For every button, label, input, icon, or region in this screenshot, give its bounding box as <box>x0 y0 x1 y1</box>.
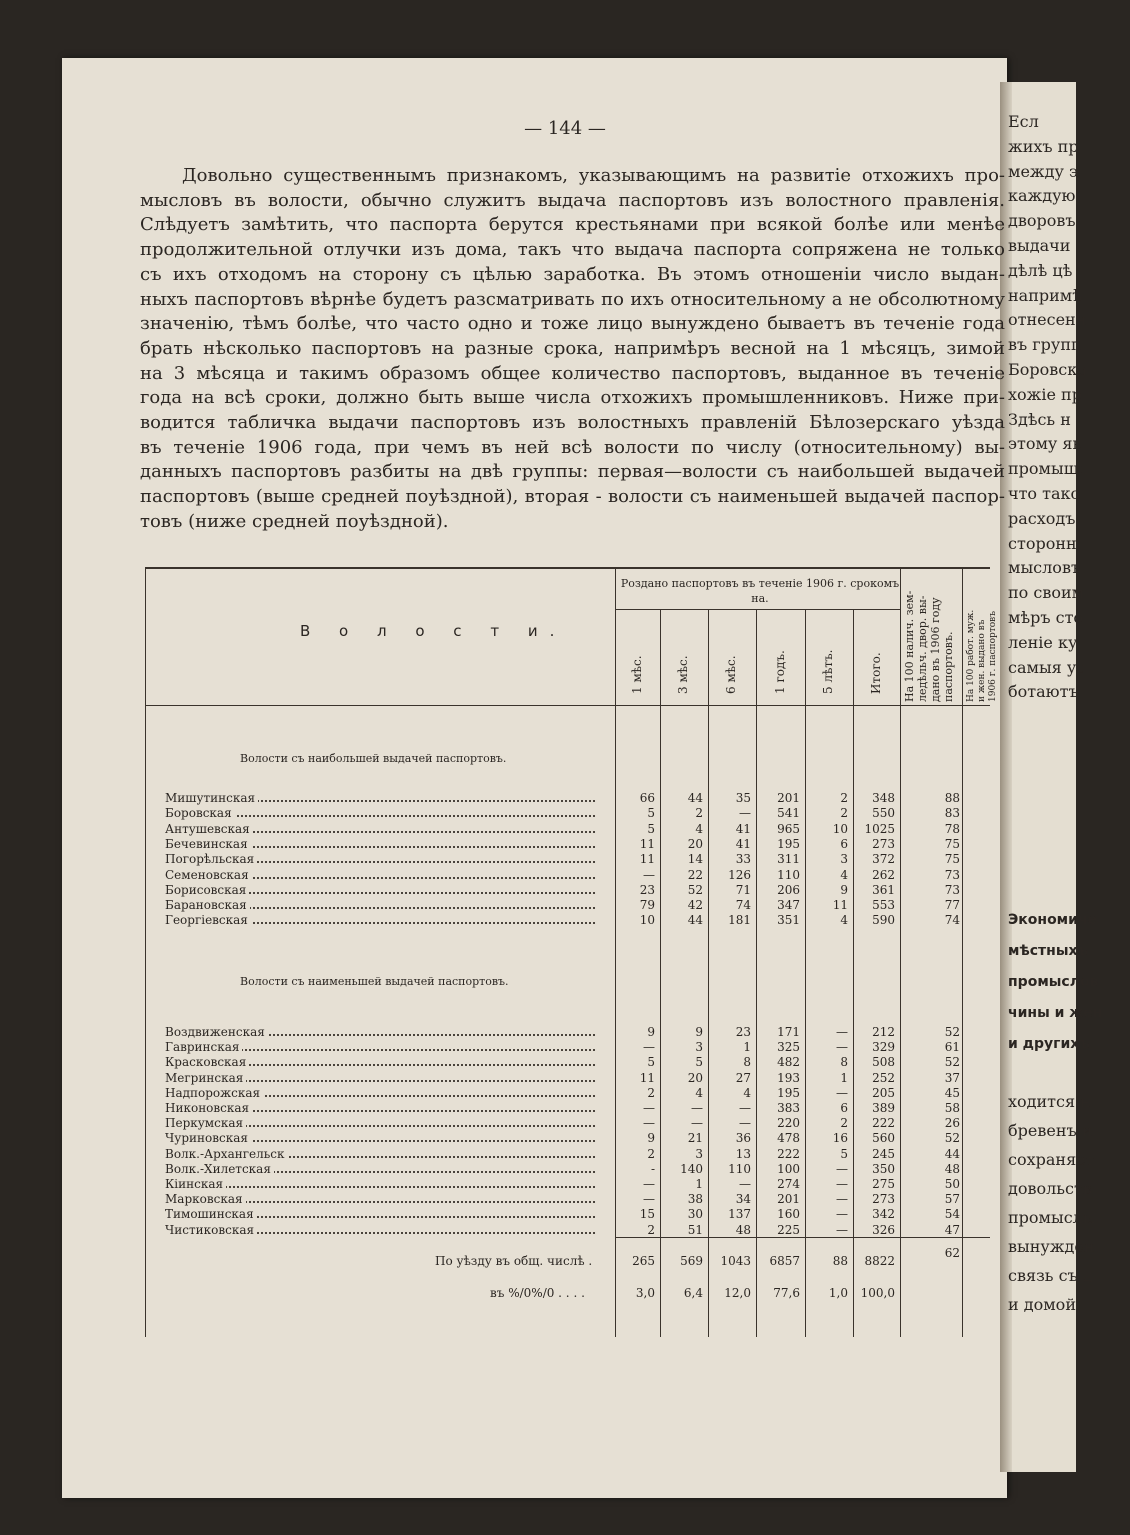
col-header: 6 мѣс. <box>724 655 738 694</box>
volost-name: Кіинская <box>165 1177 605 1191</box>
table-cell: 83 <box>944 806 960 821</box>
table-cell: 311 <box>777 852 800 867</box>
table-cell: 478 <box>777 1131 800 1146</box>
table-cell: 52 <box>944 1055 960 1070</box>
volost-name: Чуриновская <box>165 1131 605 1145</box>
volost-name: Барановская <box>165 898 605 912</box>
table-cell: 201 <box>777 791 800 805</box>
table-cell: 3 <box>695 1146 703 1161</box>
table-cell: 508 <box>872 1055 895 1070</box>
table-cell: 77 <box>944 898 960 913</box>
table-cell: — <box>836 1177 848 1191</box>
table-cell: 195 <box>777 1085 800 1100</box>
adjacent-line: Есл <box>1008 112 1039 131</box>
table-cell: 74 <box>944 913 960 928</box>
total-label: По уѣзду въ общ. числѣ . <box>435 1254 593 1268</box>
passport-table <box>140 562 998 1342</box>
adjacent-line: связь съ д <box>1008 1266 1093 1285</box>
volost-name: Бечевинская <box>165 837 605 851</box>
table-cell: - <box>650 1161 655 1176</box>
table-cell: 181 <box>728 913 751 928</box>
col-header: 1 годъ. <box>772 650 787 694</box>
volost-name: Волк.-Хилетская <box>165 1162 605 1176</box>
table-cell: 47 <box>944 1222 960 1237</box>
table-cell: — <box>836 1161 848 1176</box>
table-cell: 6 <box>840 1101 848 1115</box>
table-cell: 58 <box>944 1101 960 1115</box>
table-cell: — <box>643 867 655 882</box>
col-divider <box>615 567 616 1337</box>
volost-name: Тимошинская <box>165 1207 605 1221</box>
col-per100-workers-header: На 100 работ. муж. <box>966 609 976 702</box>
table-cell: 41 <box>735 821 751 836</box>
col-header: 1 мѣс. <box>629 655 644 694</box>
table-cell: 51 <box>687 1222 703 1237</box>
volost-name: Перкумская <box>165 1116 605 1130</box>
table-cell: 201 <box>777 1192 800 1207</box>
volost-name: Чистиковская <box>165 1223 605 1237</box>
volost-name: Георгіевская <box>165 913 605 927</box>
col-divider <box>708 609 709 1337</box>
total-cell: 8822 <box>864 1254 895 1268</box>
table-cell: 252 <box>872 1070 895 1085</box>
total-cell: 62 <box>944 1246 960 1260</box>
table-cell: 262 <box>872 867 895 882</box>
adjacent-heading-line: мѣстныхъ <box>1008 943 1089 959</box>
table-cell: 66 <box>639 791 655 805</box>
adjacent-line: каждую <box>1008 186 1076 206</box>
table-cell: 52 <box>944 1025 960 1039</box>
header-rule <box>145 705 990 706</box>
total-cell: 6857 <box>769 1254 800 1268</box>
col-divider <box>900 567 901 1337</box>
adjacent-line: дворовъ <box>1008 211 1076 231</box>
paragraph-line: мысловъ въ волости, обычно служитъ выдача паспортовъ изъ волостного правленія. <box>140 189 1005 211</box>
percent-cell: 100,0 <box>860 1286 895 1300</box>
table-cell: 45 <box>944 1085 960 1100</box>
table-cell: 560 <box>872 1131 895 1146</box>
table-cell: 245 <box>872 1146 895 1161</box>
table-cell: — <box>836 1192 848 1207</box>
volost-name: Погорѣльская <box>165 852 605 866</box>
table-cell: — <box>836 1207 848 1222</box>
adjacent-page <box>1000 82 1103 1472</box>
table-cell: 11 <box>639 836 655 851</box>
adjacent-line: этому яв <box>1008 434 1082 454</box>
table-cell: 4 <box>840 867 848 882</box>
table-cell: 44 <box>687 791 703 805</box>
table-cell: 222 <box>872 1116 895 1131</box>
volost-name: Красковская <box>165 1055 605 1069</box>
col-header: Итого. <box>868 652 883 694</box>
table-cell: 79 <box>639 898 655 913</box>
table-cell: 2 <box>647 1222 655 1237</box>
total-rule <box>615 1237 990 1238</box>
adjacent-line: и домой <box>1008 1295 1076 1314</box>
table-cell: 275 <box>872 1177 895 1191</box>
subheader-rule <box>615 609 900 610</box>
adjacent-line: жихъ пр <box>1008 136 1079 156</box>
table-cell: 33 <box>735 852 751 867</box>
table-cell: 74 <box>735 898 751 913</box>
table-cell: 4 <box>695 821 703 836</box>
volost-name: Мегринская <box>165 1071 605 1085</box>
table-cell: 20 <box>687 1070 703 1085</box>
table-cell: 205 <box>872 1085 895 1100</box>
percent-cell: 3,0 <box>635 1286 655 1300</box>
table-cell: — <box>643 1116 655 1131</box>
volost-name: Гавринская <box>165 1040 605 1054</box>
table-cell: 350 <box>872 1161 895 1176</box>
adjacent-heading-line: чины и жен <box>1008 1005 1103 1021</box>
table-cell: 4 <box>840 913 848 928</box>
col-divider <box>756 609 757 1337</box>
table-cell: 41 <box>735 836 751 851</box>
table-cell: 88 <box>944 791 960 805</box>
table-cell: — <box>739 1177 751 1191</box>
table-cell: 5 <box>647 821 655 836</box>
adjacent-heading-line: Экономиче <box>1008 912 1098 928</box>
volost-name: Никоновская <box>165 1101 605 1115</box>
adjacent-line: леніе ку <box>1008 632 1078 652</box>
table-cell: 2 <box>647 1085 655 1100</box>
table-cell: 26 <box>944 1116 960 1131</box>
col-divider <box>805 609 806 1337</box>
table-cell: 110 <box>777 867 800 882</box>
table-cell: 23 <box>735 1025 751 1039</box>
adjacent-line: самыя ус <box>1008 657 1086 677</box>
table-cell: 10 <box>832 821 848 836</box>
table-cell: 10 <box>639 913 655 928</box>
col-per100-workers-header: и жен. выдано въ <box>977 619 987 702</box>
volost-name: Мишутинская <box>165 791 605 805</box>
table-cell: 1 <box>840 1070 848 1085</box>
table-cell: 21 <box>687 1131 703 1146</box>
volost-name: Боровская <box>165 806 605 820</box>
table-cell: 2 <box>840 791 848 805</box>
percent-label: въ %/0%/0 . . . . <box>490 1286 585 1300</box>
table-cell: — <box>643 1192 655 1207</box>
table-cell: 550 <box>872 806 895 821</box>
total-cell: 569 <box>680 1254 703 1268</box>
table-cell: 225 <box>777 1222 800 1237</box>
table-cell: 361 <box>872 882 895 897</box>
total-cell: 265 <box>632 1254 655 1268</box>
table-cell: 30 <box>687 1207 703 1222</box>
header-volosti: В о л о с т и. <box>300 622 567 640</box>
adjacent-line: дѣлѣ цѣ <box>1008 260 1073 280</box>
table-cell: 9 <box>695 1025 703 1039</box>
table-cell: 54 <box>944 1207 960 1222</box>
table-cell: 42 <box>687 898 703 913</box>
table-cell: 325 <box>777 1040 800 1055</box>
table-cell: 347 <box>777 898 800 913</box>
table-cell: 1025 <box>864 821 895 836</box>
table-cell: 212 <box>872 1025 895 1039</box>
left-border <box>145 567 146 1337</box>
table-cell: 75 <box>944 852 960 867</box>
table-cell: — <box>836 1025 848 1039</box>
paragraph-line: паспортовъ (выше средней поуѣздной), вторая - волости съ наименьшей выдачей паспор- <box>140 486 1005 508</box>
table-cell: 206 <box>777 882 800 897</box>
adjacent-line: расходъ <box>1008 508 1076 528</box>
table-cell: 5 <box>647 806 655 821</box>
table-cell: 2 <box>840 1116 848 1131</box>
paragraph-line: на 3 мѣсяца и такимъ образомъ общее количество паспортовъ, выданное въ теченіе <box>140 362 1005 384</box>
table-cell: 8 <box>743 1055 751 1070</box>
table-cell: 5 <box>695 1055 703 1070</box>
paragraph-line: значенію, тѣмъ болѣе, что часто одно и тоже лицо вынуждено бываетъ въ теченіе года <box>140 313 1005 335</box>
adjacent-line: промышл <box>1008 459 1089 479</box>
table-cell: — <box>739 1116 751 1131</box>
table-cell: 36 <box>735 1131 751 1146</box>
table-cell: — <box>643 1101 655 1115</box>
table-cell: 8 <box>840 1055 848 1070</box>
table-cell: 553 <box>872 898 895 913</box>
adjacent-line: мѣръ сто <box>1008 608 1084 627</box>
table-cell: 137 <box>728 1207 751 1222</box>
table-cell: — <box>691 1101 703 1115</box>
table-top-rule <box>145 567 990 569</box>
table-cell: 348 <box>872 791 895 805</box>
table-cell: 9 <box>647 1025 655 1039</box>
table-cell: 11 <box>832 898 848 913</box>
body-paragraph <box>140 164 1005 535</box>
table-cell: 3 <box>695 1040 703 1055</box>
adjacent-line: ботаютъ <box>1008 682 1079 702</box>
col-per100-households-header: На 100 налич. зем- <box>903 590 916 702</box>
adjacent-line: сохраняет <box>1008 1150 1095 1169</box>
adjacent-line: ходится н <box>1008 1092 1091 1111</box>
volost-name: Воздвиженская <box>165 1025 605 1039</box>
col-per100-households-header: паспортовъ. <box>942 631 955 702</box>
page-number: — 144 — <box>524 118 606 139</box>
adjacent-line: по своим <box>1008 583 1085 603</box>
adjacent-line: выдачи <box>1008 236 1071 255</box>
col-header: 3 мѣс. <box>676 655 690 694</box>
adjacent-line: Боровска <box>1008 360 1087 379</box>
table-cell: 326 <box>872 1222 895 1237</box>
table-cell: 140 <box>680 1161 703 1176</box>
adjacent-line: вынужден <box>1008 1237 1095 1256</box>
table-cell: 38 <box>687 1192 703 1207</box>
table-cell: 4 <box>743 1085 751 1100</box>
table-cell: 195 <box>777 836 800 851</box>
table-cell: 100 <box>777 1161 800 1176</box>
col-divider <box>660 609 661 1337</box>
adjacent-heading-line: промыслов <box>1008 974 1099 990</box>
table-cell: 11 <box>639 852 655 867</box>
table-cell: 73 <box>944 882 960 897</box>
table-cell: 389 <box>872 1101 895 1115</box>
group2-title: Волости съ наименьшей выдачей паспортовъ. <box>240 975 509 988</box>
table-cell: 5 <box>647 1055 655 1070</box>
table-cell: 13 <box>735 1146 751 1161</box>
percent-cell: 12,0 <box>724 1286 751 1300</box>
table-cell: 50 <box>944 1177 960 1191</box>
table-cell: 34 <box>735 1192 751 1207</box>
adjacent-line: отнесенн <box>1008 310 1087 330</box>
table-cell: 351 <box>777 913 800 928</box>
table-cell: 52 <box>687 882 703 897</box>
table-cell: 22 <box>687 867 703 882</box>
table-cell: 61 <box>944 1040 960 1055</box>
adjacent-line: довольств <box>1008 1179 1092 1198</box>
adjacent-line: промыслы <box>1008 1208 1096 1227</box>
table-cell: 383 <box>777 1101 800 1115</box>
table-cell: 329 <box>872 1040 895 1055</box>
table-cell: 110 <box>728 1161 751 1176</box>
adjacent-line: между э <box>1008 161 1078 181</box>
table-cell: 482 <box>777 1055 800 1070</box>
adjacent-line: въ групп <box>1008 335 1082 355</box>
table-cell: 48 <box>944 1161 960 1176</box>
table-cell: 2 <box>647 1146 655 1161</box>
table-cell: 23 <box>639 882 655 897</box>
table-cell: 3 <box>840 852 848 867</box>
table-cell: 273 <box>872 836 895 851</box>
table-cell: 15 <box>639 1207 655 1222</box>
paragraph-line: Довольно существеннымъ признакомъ, указывающимъ на развитіе отхожихъ про- <box>182 165 1005 186</box>
table-cell: 71 <box>735 882 751 897</box>
adjacent-line: сторонні <box>1008 533 1082 553</box>
col-per100-workers-header: 1906 г. паспортовъ <box>988 611 998 702</box>
paragraph-line: ныхъ паспортовъ вѣрнѣе будетъ разсматривать по ихъ относительному а не обсолютному <box>140 288 1005 310</box>
paragraph-line: водится табличка выдачи паспортовъ изъ волостныхъ правленій Бѣлозерскаго уѣзда <box>140 412 1005 434</box>
table-cell: 590 <box>872 913 895 928</box>
paragraph-line: съ ихъ отходомъ на сторону съ цѣлью заработка. Въ этомъ отношеніи число выдан- <box>140 263 1005 285</box>
table-cell: 126 <box>728 867 751 882</box>
col-header: 5 лѣтъ. <box>821 649 835 694</box>
volost-name: Семеновская <box>165 868 605 882</box>
table-cell: 57 <box>944 1192 960 1207</box>
table-cell: — <box>643 1177 655 1191</box>
col-divider <box>962 567 963 1337</box>
table-cell: 222 <box>777 1146 800 1161</box>
group1-title: Волости съ наибольшей выдачей паспортовъ. <box>240 752 507 765</box>
table-cell: 6 <box>840 836 848 851</box>
table-cell: 9 <box>647 1131 655 1146</box>
table-cell: 37 <box>944 1070 960 1085</box>
paragraph-line: продолжительной отлучки изъ дома, такъ что выдача паспорта сопряжена не только <box>140 239 1005 261</box>
paragraph-line: года на всѣ сроки, должно быть выше числа отхожихъ промышленниковъ. Ниже при- <box>140 387 1005 409</box>
table-cell: 35 <box>735 791 751 805</box>
table-cell: — <box>739 806 751 821</box>
table-cell: 1 <box>743 1040 751 1055</box>
table-cell: 52 <box>944 1131 960 1146</box>
col-per100-households-header: дано въ 1906 году <box>929 597 942 702</box>
table-cell: 541 <box>777 806 800 821</box>
adjacent-heading-line: и другихъ <box>1008 1036 1090 1052</box>
table-cell: — <box>739 1101 751 1115</box>
table-cell: 220 <box>777 1116 800 1131</box>
adjacent-line: бревенъ и <box>1008 1121 1093 1140</box>
table-cell: 273 <box>872 1192 895 1207</box>
paragraph-line: брать нѣсколько паспортовъ на разные срока, напримѣръ весной на 1 мѣсяцъ, зимой <box>140 337 1005 359</box>
table-cell: 75 <box>944 836 960 851</box>
table-cell: 44 <box>944 1146 960 1161</box>
adjacent-line: Здѣсь н <box>1008 409 1071 429</box>
table-cell: 965 <box>777 821 800 836</box>
table-cell: 171 <box>777 1025 800 1039</box>
paragraph-line: товъ (ниже средней поуѣздной). <box>140 510 449 532</box>
table-cell: 160 <box>777 1207 800 1222</box>
table-cell: 73 <box>944 867 960 882</box>
table-cell: 27 <box>735 1070 751 1085</box>
total-cell: 88 <box>832 1254 848 1268</box>
table-cell: 14 <box>687 852 703 867</box>
paragraph-line: въ теченіе 1906 года, при чемъ въ ней всѣ волости по числу (относительному) вы- <box>140 436 1005 458</box>
adjacent-line: что тако <box>1008 484 1081 503</box>
table-cell: 2 <box>840 806 848 821</box>
percent-cell: 77,6 <box>773 1286 800 1300</box>
volost-name: Волк.-Архангельск <box>165 1147 605 1161</box>
percent-cell: 1,0 <box>828 1286 848 1300</box>
header-issued: Роздано паспортовъ въ теченіе 1906 г. срокомъ на. <box>620 577 900 605</box>
table-cell: 2 <box>695 806 703 821</box>
adjacent-line: напримѣ <box>1008 285 1082 305</box>
volost-name: Антушевская <box>165 822 605 836</box>
table-cell: 193 <box>777 1070 800 1085</box>
table-cell: 5 <box>840 1146 848 1161</box>
table-cell: 9 <box>840 882 848 897</box>
volost-name: Марковская <box>165 1192 605 1206</box>
table-cell: 11 <box>639 1070 655 1085</box>
table-cell: — <box>836 1040 848 1055</box>
table-cell: 44 <box>687 913 703 928</box>
table-cell: 4 <box>695 1085 703 1100</box>
table-cell: 274 <box>777 1177 800 1191</box>
col-divider <box>853 609 854 1337</box>
adjacent-line: мысловъ <box>1008 558 1082 578</box>
table-cell: 20 <box>687 836 703 851</box>
paragraph-line: данныхъ паспортовъ разбиты на двѣ группы: первая—волости съ наибольшей выдачей <box>140 461 1005 483</box>
volost-name: Надпорожская <box>165 1086 605 1100</box>
table-cell: — <box>836 1085 848 1100</box>
table-cell: 1 <box>695 1177 703 1191</box>
table-cell: — <box>643 1040 655 1055</box>
volost-name: Борисовская <box>165 883 605 897</box>
table-cell: 342 <box>872 1207 895 1222</box>
paragraph-line: Слѣдуетъ замѣтить, что паспорта берутся крестьянами при всякой болѣе или менѣе <box>140 214 1005 236</box>
total-cell: 1043 <box>720 1254 751 1268</box>
table-cell: — <box>836 1222 848 1237</box>
table-cell: 16 <box>832 1131 848 1146</box>
table-cell: — <box>691 1116 703 1131</box>
table-cell: 372 <box>872 852 895 867</box>
percent-cell: 6,4 <box>683 1286 703 1300</box>
table-cell: 78 <box>944 821 960 836</box>
col-per100-households-header: ледѣльч. двор. вы- <box>916 595 929 702</box>
table-cell: 48 <box>735 1222 751 1237</box>
adjacent-line: хожіе пр <box>1008 384 1082 404</box>
